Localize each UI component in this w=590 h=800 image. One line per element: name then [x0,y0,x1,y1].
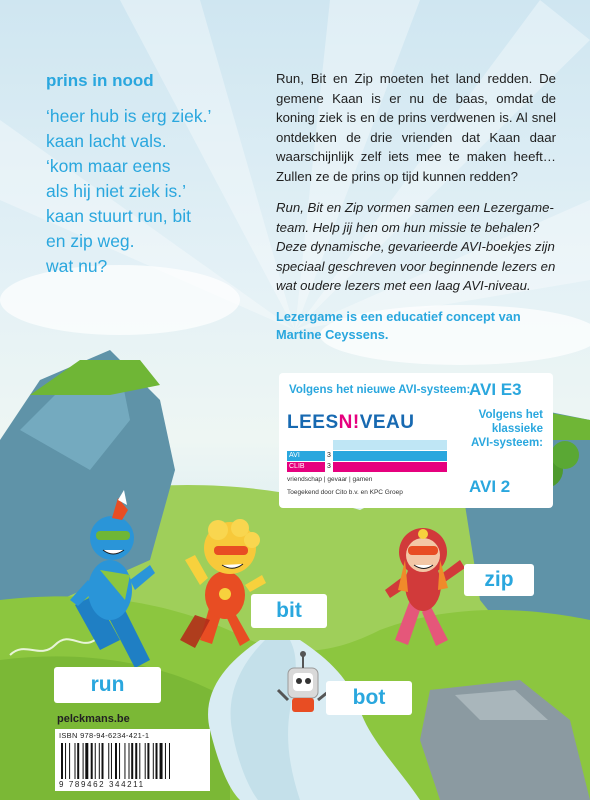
description-paragraph: Run, Bit en Zip moeten het land redden. De gemene Kaan is er nu de baas, omdat de koning ziek is en de prins verdwenen is. Al snel ontdekken de drie vrienden dat Kaan daar waarschijnlijk zelf iets mee te maken heeft… Zullen ze de prins op tijd kunnen redden? [276,71,556,184]
isbn-text: ISBN 978-94-6234-421-1 [59,731,150,740]
grid-row-label: AVI [287,451,325,461]
avi-new-label: Volgens het nieuwe AVI-systeem: [289,384,471,396]
concept-credit: Lezergame is een educatief concept van Martine Ceyssens. [276,308,521,342]
poem-line: en zip weg. [46,231,135,251]
grid-row-label: CLIB [287,462,325,472]
poem-line: als hij niet ziek is.’ [46,181,187,201]
avi-level-box [279,373,553,508]
avi-credit: Toegekend door Cito b.v. en KPC Groep [287,489,403,496]
label-bit: bit [251,594,327,628]
leesniveau-logo: LEESN!VEAU [287,412,415,433]
avi-tagline: vriendschap | gevaar | gamen [287,476,373,483]
label-bot: bot [326,681,412,715]
barcode-box [55,729,210,791]
publisher-url: pelckmans.be [57,713,130,725]
poem-line: ‘kom maar eens [46,156,171,176]
grid-row-number: 3 [325,451,333,461]
grid-row-clib [287,462,447,472]
label-zip: zip [464,564,534,596]
poem-line: ‘heer hub is erg ziek.’ [46,106,212,126]
barcode [59,743,206,779]
avi-level-grid [287,440,447,473]
description-italic-paragraph: Run, Bit en Zip vormen samen een Lezergame-team. Help jij hen om hun missie te behalen? Deze dynamische, gevarieerde AVI-boekjes zijn speciaal geschreven voor beginnende lezers en wat oudere lezers met een laag AVI-niveau. [276,200,556,293]
poem [46,104,266,279]
barcode-number: 9 789462 344211 [59,780,145,789]
avi-new-value: AVI E3 [469,380,522,399]
poem-line: wat nu? [46,256,108,276]
grid-row-avi [287,451,447,461]
label-run: run [54,667,161,703]
avi-classic-value: AVI 2 [469,477,511,496]
poem-line: kaan stuurt run, bit [46,206,191,226]
grid-header-row [287,440,447,450]
blurb-title: prins in nood [46,71,154,90]
poem-line: kaan lacht vals. [46,131,167,151]
grid-row-number: 3 [325,462,333,472]
avi-classic-label: Volgens het klassieke AVI-systeem: [470,409,543,449]
description [276,69,556,344]
